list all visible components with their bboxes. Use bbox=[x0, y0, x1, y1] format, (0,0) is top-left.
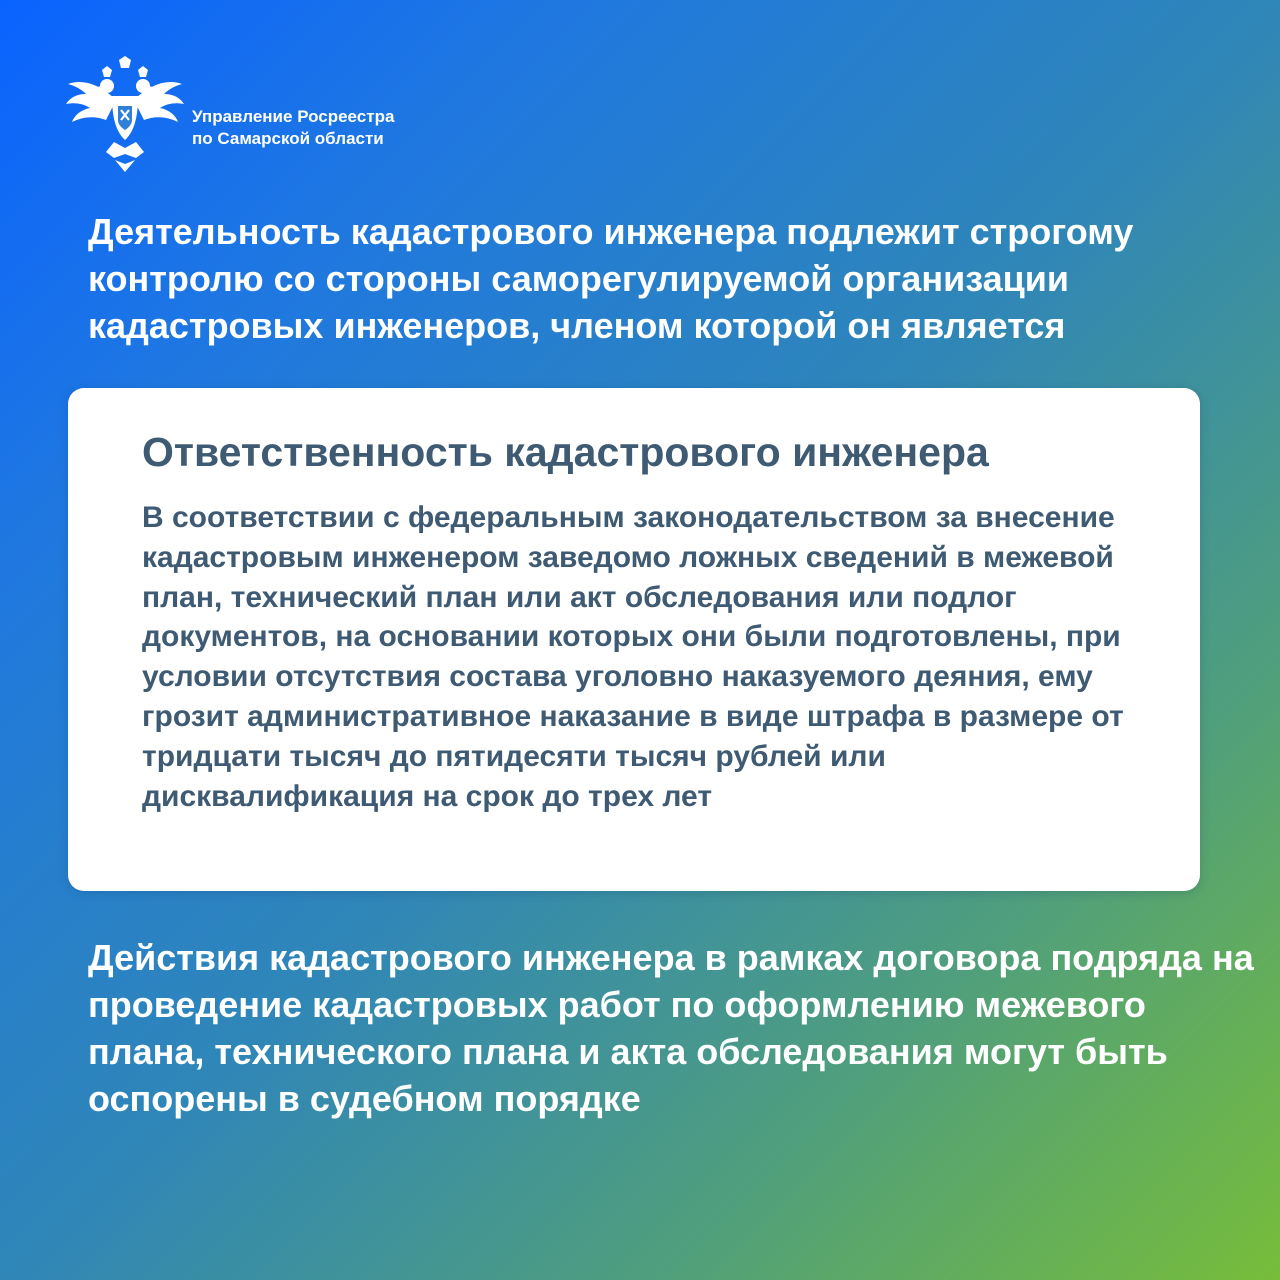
organization-name-line1: Управление Росреестра bbox=[192, 107, 395, 126]
outro-paragraph: Действия кадастрового инженера в рамках договора подряда на проведение кадастровых работ по оформлению межевого плана, технического плана и акта обследования могут быть оспорены в судебном порядке bbox=[88, 937, 1254, 1119]
emblem-icon bbox=[62, 56, 188, 176]
card-body: В соответствии с федеральным законодательством за внесение кадастровым инженером заведомо ложных сведений в межевой план, технический план или акт обследования или подлог документов, на основании которых они были подготовлены, при условии отсутствия состава уголовно наказуемого деяния, ему грозит административное наказание в виде штрафа в размере от тридцати тысяч до пятидесяти тысяч рублей или дисквалификация на срок до трех лет bbox=[142, 501, 1124, 813]
double-headed-eagle-emblem-icon bbox=[62, 56, 188, 176]
responsibility-card bbox=[68, 388, 1200, 891]
organization-name bbox=[192, 106, 394, 150]
intro-paragraph: Деятельность кадастрового инженера подлежит строгому контролю со стороны саморегулируемой организации кадастровых инженеров, членом которой он является bbox=[88, 211, 1134, 346]
organization-name-line2: по Самарской области bbox=[192, 129, 384, 148]
card-title: Ответственность кадастрового инженера bbox=[142, 429, 989, 475]
